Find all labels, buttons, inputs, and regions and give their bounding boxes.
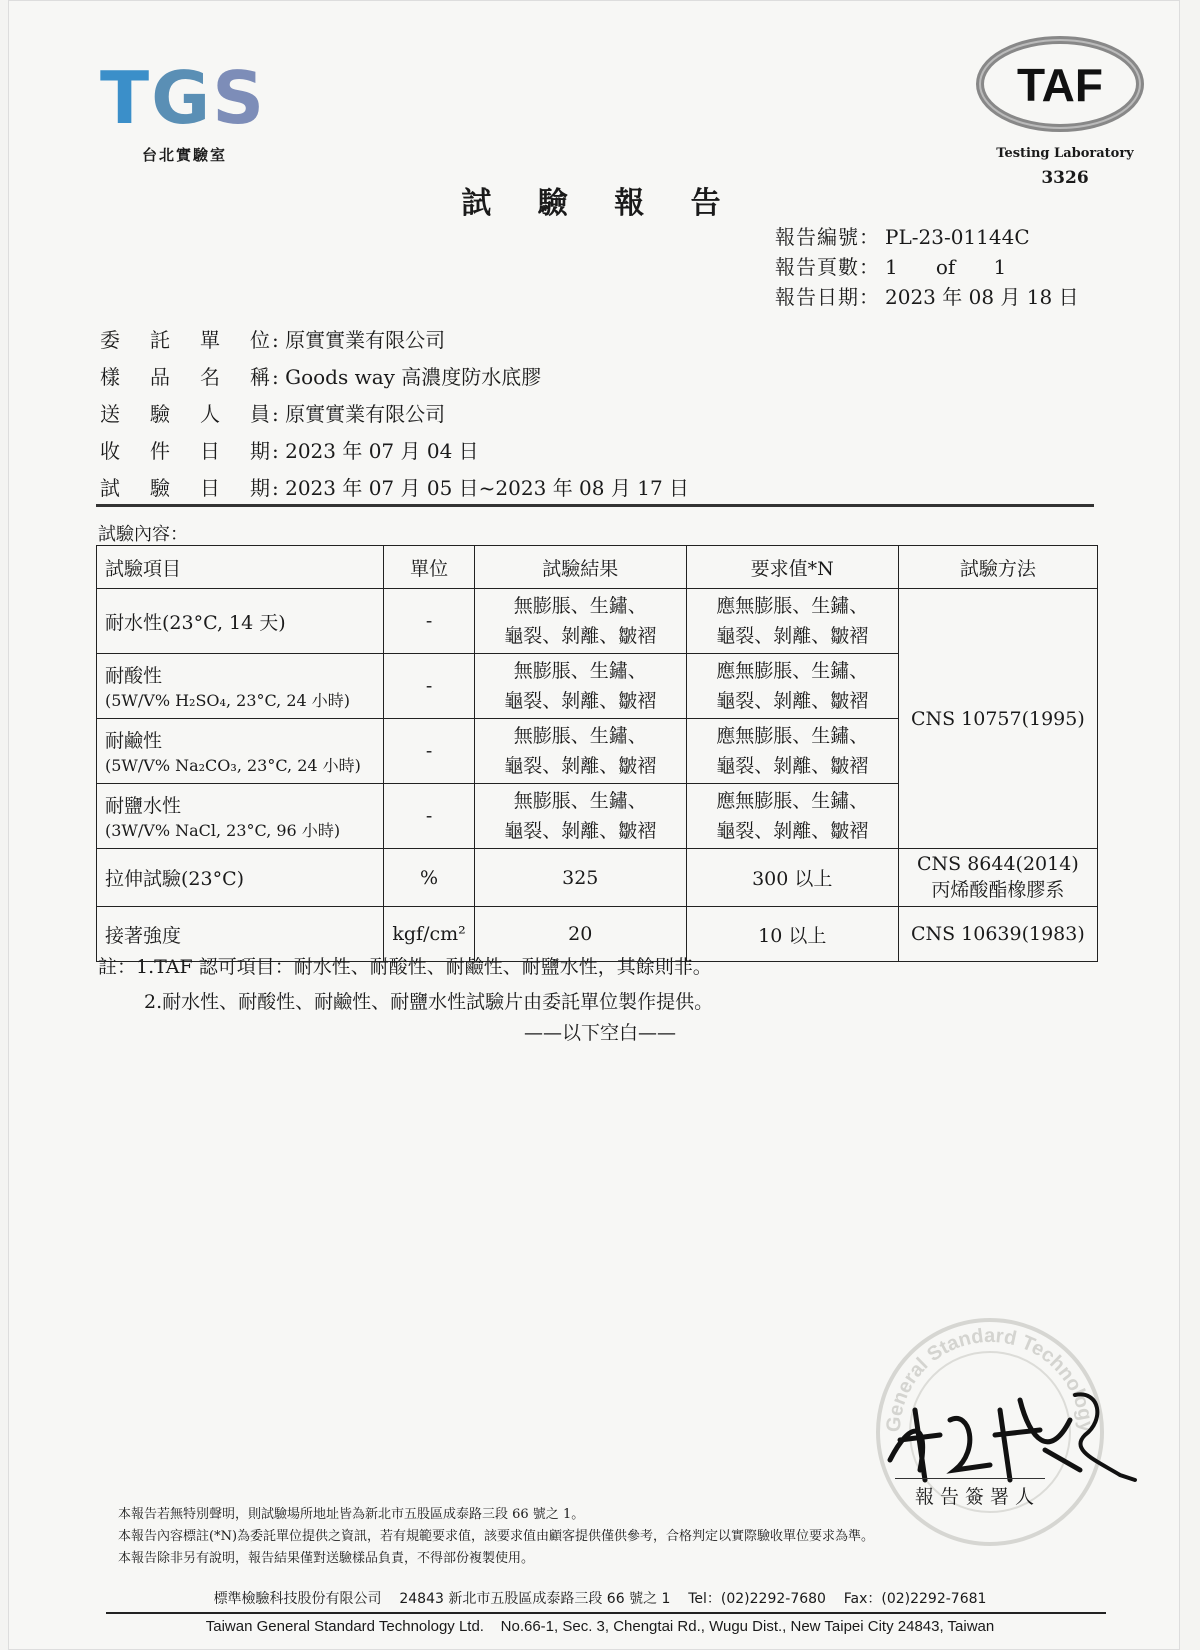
test-item: 耐酸性 (5W/V% H₂SO₄, 23°C, 24 小時) [97,654,384,719]
info-row-received [100,431,689,468]
info-label: 收 件 日 期 [100,439,270,463]
unit-cell: - [384,784,474,849]
requirement-cell: 300 以上 [686,849,898,907]
section-divider [96,504,1094,507]
client-info [100,320,689,505]
test-item: 拉伸試驗(23°C) [97,849,384,907]
note-1: 註：1.TAF 認可項目：耐水性、耐酸性、耐鹼性、耐鹽水性，其餘則非。 [98,956,712,978]
result-cell: 無膨脹、生鏽、 龜裂、剝離、皺褶 [474,719,686,784]
taf-label: Testing Laboratory [996,146,1134,161]
unit-cell: - [384,719,474,784]
signature-line [895,1478,1045,1479]
table-header-row [97,546,1098,589]
result-cell: 無膨脹、生鏽、 龜裂、剝離、皺褶 [474,654,686,719]
info-value: : 2023 年 07 月 04 日 [272,439,479,463]
tgs-letter-s: S [212,56,267,140]
taf-logo-text: TAF [1016,59,1104,111]
info-row-client [100,320,689,357]
info-value: : Goods way 高濃度防水底膠 [272,365,542,389]
test-content-label: 試驗內容： [98,524,188,545]
report-number-row [775,222,1079,252]
note-2: 2.耐水性、耐酸性、耐鹼性、耐鹽水性試驗片由委託單位製作提供。 [144,991,714,1013]
column-header: 單位 [384,546,474,589]
report-title: 試 驗 報 告 [461,186,739,221]
unit-cell: - [384,589,474,654]
report-pages-label: 報告頁數： [775,255,880,279]
tgs-letter-g: G [151,56,213,140]
tgs-logo [100,56,280,165]
unit-cell: - [384,654,474,719]
result-cell: 325 [474,849,686,907]
info-label: 樣 品 名 稱 [100,365,270,389]
report-pages-value: 1 of 1 [885,255,1007,279]
taf-number: 3326 [1041,168,1089,188]
disclaimers [118,1504,874,1570]
column-header: 試驗項目 [97,546,384,589]
report-date-value: 2023 年 08 月 18 日 [885,285,1079,309]
info-value: : 2023 年 07 月 05 日~2023 年 08 月 17 日 [272,476,690,500]
test-item: 接著強度 [97,907,384,962]
tgs-letter-t: T [100,56,152,140]
handwritten-signature [880,1380,1140,1490]
info-label: 送 驗 人 員 [100,402,270,426]
unit-cell: % [384,849,474,907]
report-pages-row [775,252,1079,282]
info-value: : 原實實業有限公司 [272,402,446,426]
unit-cell: kgf/cm² [384,907,474,962]
report-number-label: 報告編號： [775,225,880,249]
table-row [97,589,1098,654]
column-header: 要求值*N [686,546,898,589]
info-row-test-dates [100,468,689,505]
result-cell: 無膨脹、生鏽、 龜裂、剝離、皺褶 [474,784,686,849]
table-row [97,849,1098,907]
info-row-sample [100,357,689,394]
report-number-value: PL-23-01144C [885,225,1030,249]
test-item: 耐鹽水性 (3W/V% NaCl, 23°C, 96 小時) [97,784,384,849]
info-label: 委 託 單 位 [100,328,270,352]
requirement-cell: 應無膨脹、生鏽、 龜裂、剝離、皺褶 [686,719,898,784]
method-cell: CNS 10639(1983) [898,907,1097,962]
disclaimer-line: 本報告若無特別聲明，則試驗場所地址皆為新北市五股區成泰路三段 66 號之 1。 [118,1507,585,1522]
info-row-submitter [100,394,689,431]
footer-rule [106,1612,1106,1614]
requirement-cell: 10 以上 [686,907,898,962]
info-label: 試 驗 日 期 [100,476,270,500]
column-header: 試驗結果 [474,546,686,589]
report-date-row [775,282,1079,312]
report-meta [775,222,1079,312]
method-cell: CNS 8644(2014) 丙烯酸酯橡膠系 [898,849,1097,907]
test-item: 耐水性(23°C, 14 天) [97,589,384,654]
seal-text: General Standard Technology [882,1324,1098,1433]
signer-label: 報告簽署人 [915,1486,1041,1508]
column-header: 試驗方法 [898,546,1097,589]
result-cell: 無膨脹、生鏽、 龜裂、剝離、皺褶 [474,589,686,654]
result-cell: 20 [474,907,686,962]
report-date-label: 報告日期： [775,285,880,309]
requirement-cell: 應無膨脹、生鏽、 龜裂、剝離、皺褶 [686,589,898,654]
blank-below-marker: ——以下空白—— [523,1022,676,1044]
test-item: 耐鹼性 (5W/V% Na₂CO₃, 23°C, 24 小時) [97,719,384,784]
method-cell: CNS 10757(1995) [898,589,1097,849]
notes [98,950,713,1020]
results-table [96,545,1098,962]
footer-english-address: Taiwan General Standard Technology Ltd. No.66-1, Sec. 3, Chengtai Rd., Wugu Dist., New Taipei City 24843, Taiwan [205,1618,995,1635]
tgs-lab-name: 台北實驗室 [142,146,228,164]
taf-logo [975,36,1145,142]
disclaimer-line: 本報告內容標註(*N)為委託單位提供之資訊，若有規範要求值，該要求值由顧客提供僅供參考，合格判定以實際驗收單位要求為準。 [118,1529,875,1544]
requirement-cell: 應無膨脹、生鏽、 龜裂、剝離、皺褶 [686,784,898,849]
requirement-cell: 應無膨脹、生鏽、 龜裂、剝離、皺褶 [686,654,898,719]
disclaimer-line: 本報告除非另有說明，報告結果僅對送驗樣品負責，不得部份複製使用。 [118,1551,535,1566]
footer-company-address: 標準檢驗科技股份有限公司 24843 新北市五股區成泰路三段 66 號之 1 Tel：(02)2292-7680 Fax：(02)2292-7681 [213,1591,987,1607]
info-value: : 原實實業有限公司 [272,328,446,352]
